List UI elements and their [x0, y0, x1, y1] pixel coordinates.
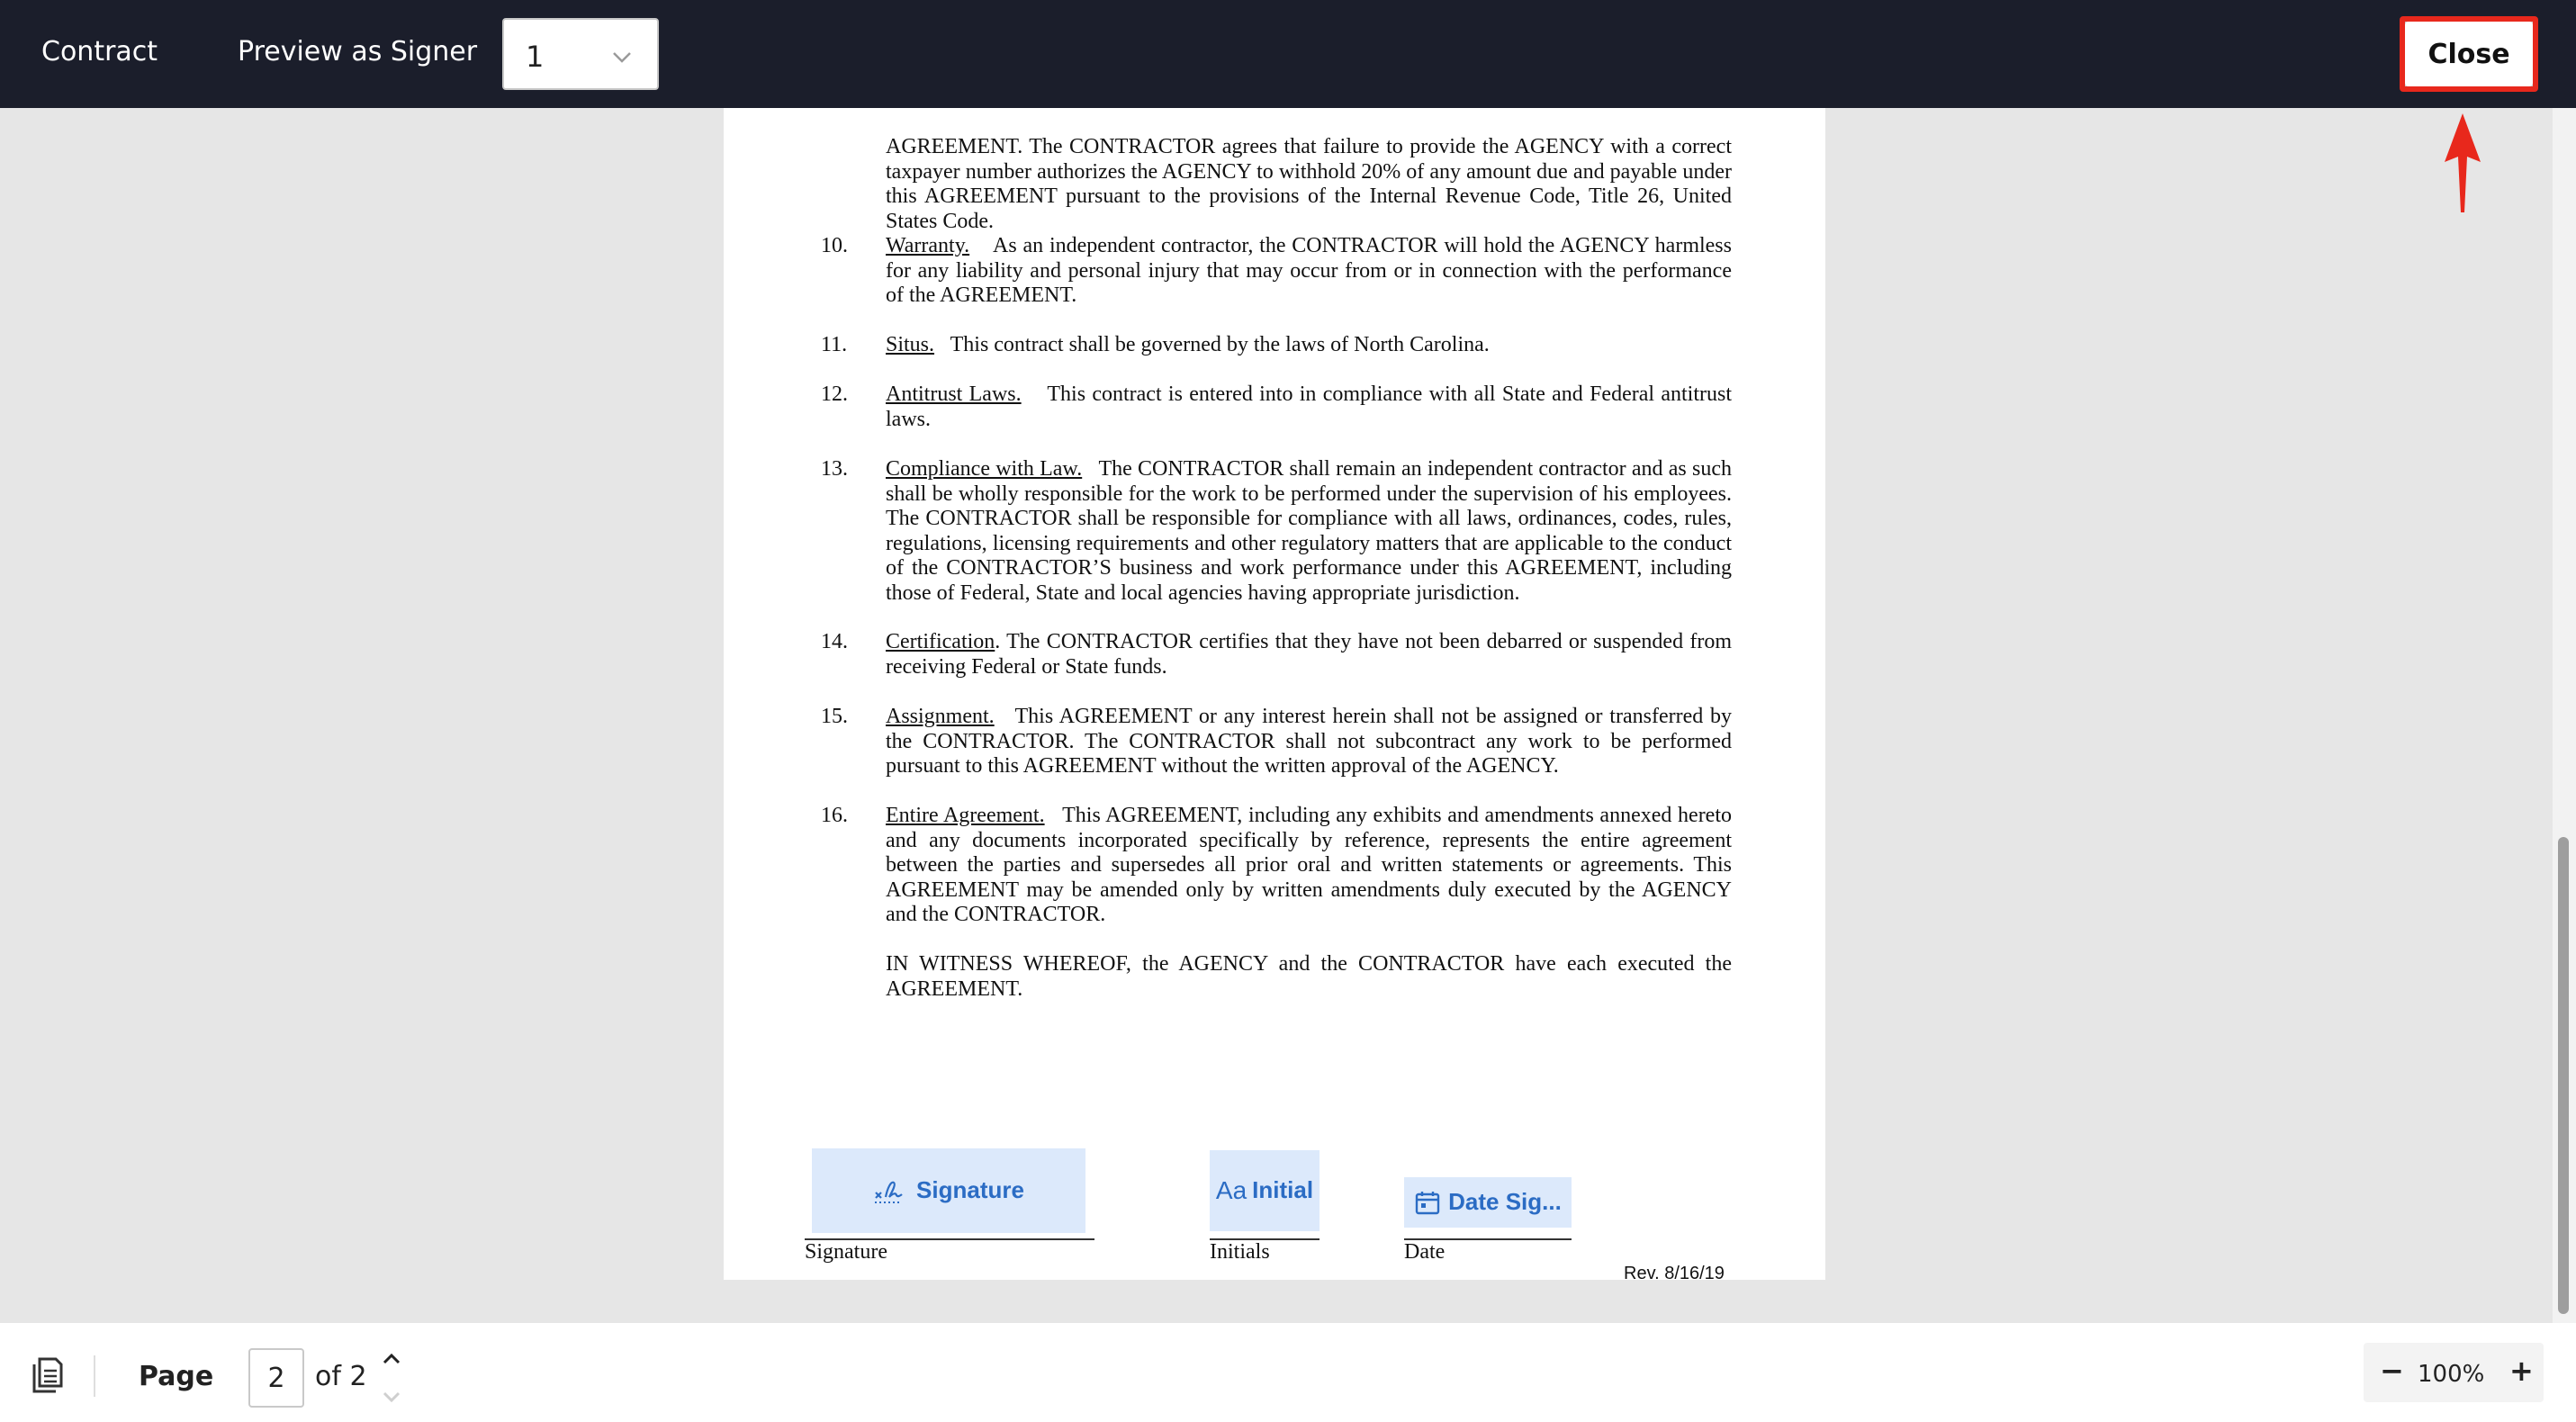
clause-text: [886, 457, 1732, 606]
date-caption: Date: [1404, 1240, 1446, 1264]
clause-title: Assignment.: [886, 705, 995, 728]
clause-title: Compliance with Law.: [886, 457, 1083, 481]
clause-title: Certification: [886, 630, 995, 653]
witness-statement: IN WITNESS WHEREOF, the AGENCY and the CONTRACTOR have each executed the AGREEMENT.: [886, 952, 1732, 1001]
vertical-scrollbar[interactable]: [2553, 108, 2576, 1323]
date-signed-field-label: Date Sig...: [1448, 1188, 1562, 1216]
preview-as-signer-label: Preview as Signer: [238, 36, 478, 68]
signature-icon: [873, 1175, 904, 1206]
clause-body: The CONTRACTOR shall remain an independent contractor and as such shall be wholly responsible for the work to be performed under the supervision of his employees. The CONTRACTOR shall be responsible for compliance with all laws, ordinances, codes, rules, regulations, licensing requirements and other regulatory matters that are applicable to the conduct of the CONTRACTOR’S business and work performance under this AGREEMENT, including those of Federal, State and local agencies having appropriate jurisdiction.: [886, 457, 1732, 605]
chevron-up-icon[interactable]: [380, 1350, 403, 1368]
page-thumbnails-icon[interactable]: [31, 1355, 65, 1393]
clause-body: This contract shall be governed by the laws of North Carolina.: [950, 333, 1490, 356]
clause-text: [886, 804, 1732, 928]
clause-number: 15.: [821, 705, 848, 728]
page-label: Page: [139, 1361, 214, 1392]
signer-select[interactable]: [502, 18, 659, 90]
initial-field-label: Initial: [1252, 1176, 1314, 1204]
clause-body: This AGREEMENT or any interest herein shall not be assigned or transferred by the CONTRACTOR. The CONTRACTOR shall not subcontract any work to be performed pursuant to this AGREEMENT without the written approval of the AGENCY.: [886, 705, 1732, 778]
page-number-input[interactable]: 2: [248, 1348, 304, 1408]
document-viewer[interactable]: [0, 108, 2553, 1323]
intro-fragment: AGREEMENT. The CONTRACTOR agrees that failure to provide the AGENCY with a correct taxpayer number authorizes the AGENCY to withhold 20% of any amount due and payable under this AGREEMENT pursuant to the provisions of the Internal Revenue Code, Title 26, United States Code.: [886, 135, 1732, 233]
document-page: [724, 108, 1825, 1283]
clause-text: [886, 234, 1732, 309]
chevron-down-icon[interactable]: [380, 1388, 403, 1406]
initial-field-button[interactable]: [1210, 1150, 1320, 1231]
close-button[interactable]: Close: [2403, 20, 2535, 88]
clause-title: Warranty.: [886, 234, 970, 257]
clause-text: [886, 630, 1732, 680]
clause-number: 12.: [821, 382, 848, 406]
clause-number: 16.: [821, 804, 848, 827]
clause-body: This AGREEMENT, including any exhibits and amendments annexed hereto and any documents incorporated specifically by reference, represents the entire agreement between the parties and supersedes all prior oral and written statements or agreements. This AGREEMENT may be amended only by written amendments duly executed by the AGENCY and the CONTRACTOR.: [886, 804, 1733, 926]
clause-body: . The CONTRACTOR certifies that they have not been debarred or suspended from receiving Federal or State funds.: [886, 630, 1732, 679]
zoom-out-button[interactable]: −: [2380, 1354, 2404, 1388]
clause-number: 14.: [821, 630, 848, 653]
scrollbar-thumb[interactable]: [2558, 837, 2569, 1314]
top-toolbar: [0, 0, 2576, 108]
zoom-in-button[interactable]: +: [2509, 1354, 2534, 1388]
clause-title: Entire Agreement.: [886, 804, 1045, 827]
initials-caption: Initials: [1210, 1240, 1270, 1264]
clause-number: 13.: [821, 457, 848, 481]
revision-date: Rev. 8/16/19: [1624, 1264, 1725, 1283]
zoom-control: [2364, 1343, 2544, 1402]
calendar-icon: [1414, 1189, 1441, 1216]
chevron-down-icon: [608, 43, 635, 70]
page-total: of 2: [315, 1361, 367, 1392]
date-signed-field-button[interactable]: [1404, 1177, 1572, 1228]
clause-text: [886, 382, 1732, 432]
signature-caption: Signature: [805, 1240, 887, 1264]
text-format-icon: Aa: [1215, 1176, 1247, 1205]
clause-body: As an independent contractor, the CONTRACTOR will hold the AGENCY harmless for any liability and personal injury that may occur from or in connection with the performance of the AGREEMENT.: [886, 234, 1732, 307]
signer-select-value: 1: [526, 40, 545, 74]
contract-tab[interactable]: Contract: [41, 36, 158, 68]
clause-text: [886, 333, 1732, 358]
clause-number: 11.: [821, 333, 848, 356]
signature-field-label: Signature: [916, 1176, 1024, 1204]
zoom-level: 100%: [2418, 1361, 2485, 1388]
toolbar-divider: [94, 1355, 95, 1397]
clause-body: This contract is entered into in compliance with all State and Federal antitrust laws.: [886, 382, 1732, 431]
clause-number: 10.: [821, 234, 848, 257]
clause-title: Antitrust Laws.: [886, 382, 1022, 406]
clause-title: Situs.: [886, 333, 935, 356]
bottom-toolbar: [0, 1323, 2576, 1422]
signature-field-button[interactable]: [812, 1148, 1085, 1233]
clause-text: [886, 705, 1732, 779]
